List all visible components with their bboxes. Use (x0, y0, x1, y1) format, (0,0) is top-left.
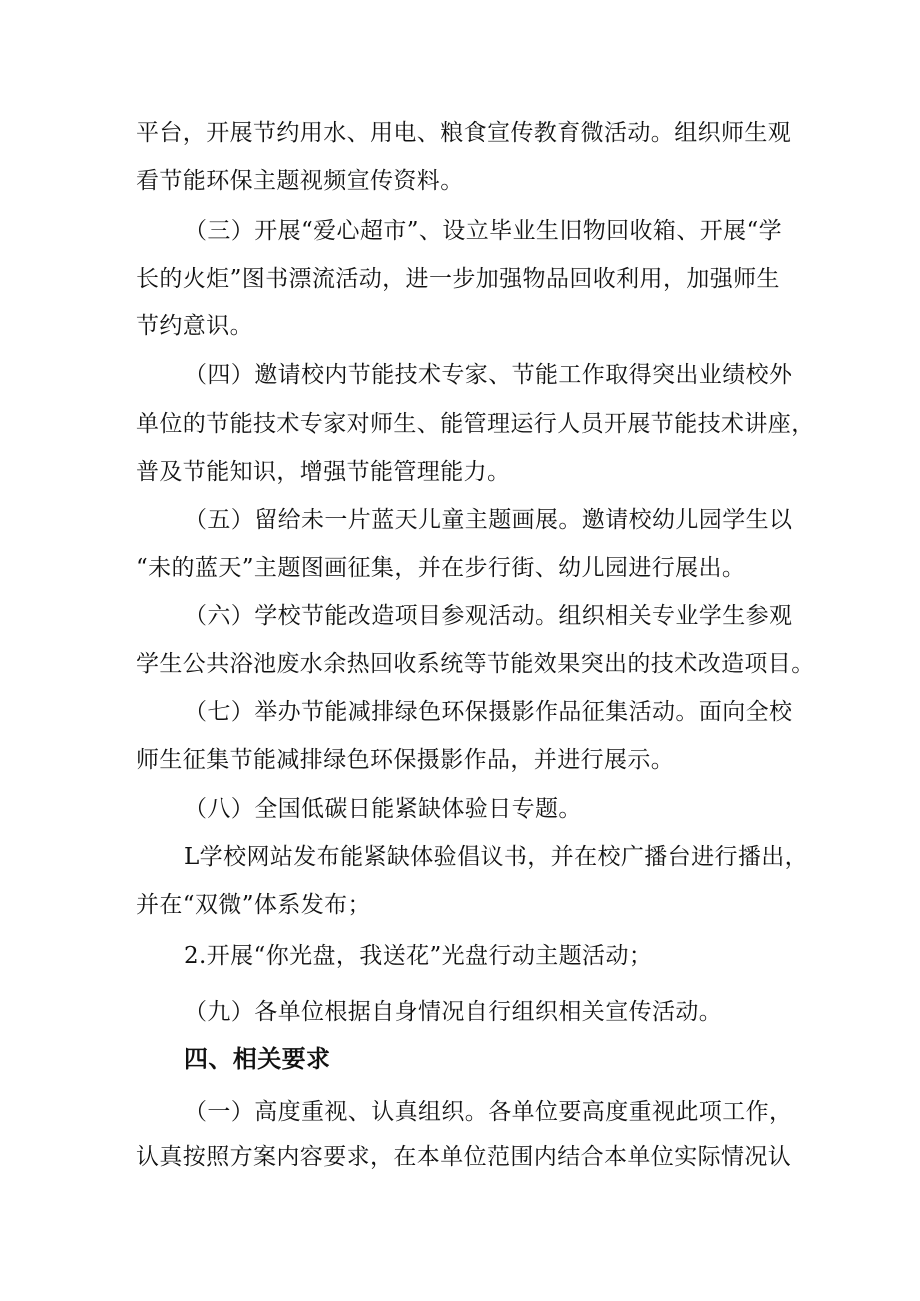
paragraph-line: 认真按照方案内容要求，在本单位范围内结合本单位实际情况认 (136, 1144, 792, 1170)
paragraph-line: 长的火炬”图书漂流活动，进一步加强物品回收利用，加强师生 (136, 266, 780, 292)
paragraph-line: （八）全国低碳日能紧缺体验日专题。 (184, 796, 582, 822)
paragraph-line: （七）举办节能减排绿色环保摄影作品征集活动。面向全校 (184, 699, 793, 725)
paragraph-line: 看节能环保主题视频宣传资料。 (136, 168, 464, 194)
paragraph-line: （一）高度重视、认真组织。各单位要高度重视此项工作， (184, 1099, 793, 1125)
paragraph-line: （六）学校节能改造项目参观活动。组织相关专业学生参观 (184, 603, 793, 629)
paragraph-line: 节约意识。 (136, 313, 253, 339)
paragraph-line: 平台，开展节约用水、用电、粮食宣传教育微活动。组织师生观 (136, 120, 792, 146)
paragraph-line: （三）开展“爱心超市”、设立毕业生旧物回收箱、开展“学 (184, 218, 783, 244)
paragraph-line: L学校网站发布能紧缺体验倡议书，并在校广播台进行播出， (184, 844, 809, 870)
paragraph-line: 2.开展“你光盘，我送花”光盘行动主题活动； (184, 943, 653, 969)
section-heading: 四、相关要求 (184, 1045, 331, 1073)
paragraph-line: 并在“双微”体系发布； (136, 892, 371, 918)
paragraph-line: （四）邀请校内节能技术专家、节能工作取得突出业绩校外 (184, 362, 793, 388)
paragraph-line: 师生征集节能减排绿色环保摄影作品，并进行展示。 (136, 747, 675, 773)
paragraph-line: （九）各单位根据自身情况自行组织相关宣传活动。 (184, 999, 723, 1025)
paragraph-line: “未的蓝天”主题图画征集，并在步行街、幼儿园进行展出。 (136, 555, 746, 581)
paragraph-line: 单位的节能技术专家对师生、能管理运行人员开展节能技术讲座， (136, 411, 815, 437)
paragraph-line: 普及节能知识，增强节能管理能力。 (136, 459, 511, 485)
paragraph-line: （五）留给未一片蓝天儿童主题画展。邀请校幼儿园学生以 (184, 507, 793, 533)
paragraph-line: 学生公共浴池废水余热回收系统等节能效果突出的技术改造项目。 (136, 651, 815, 677)
